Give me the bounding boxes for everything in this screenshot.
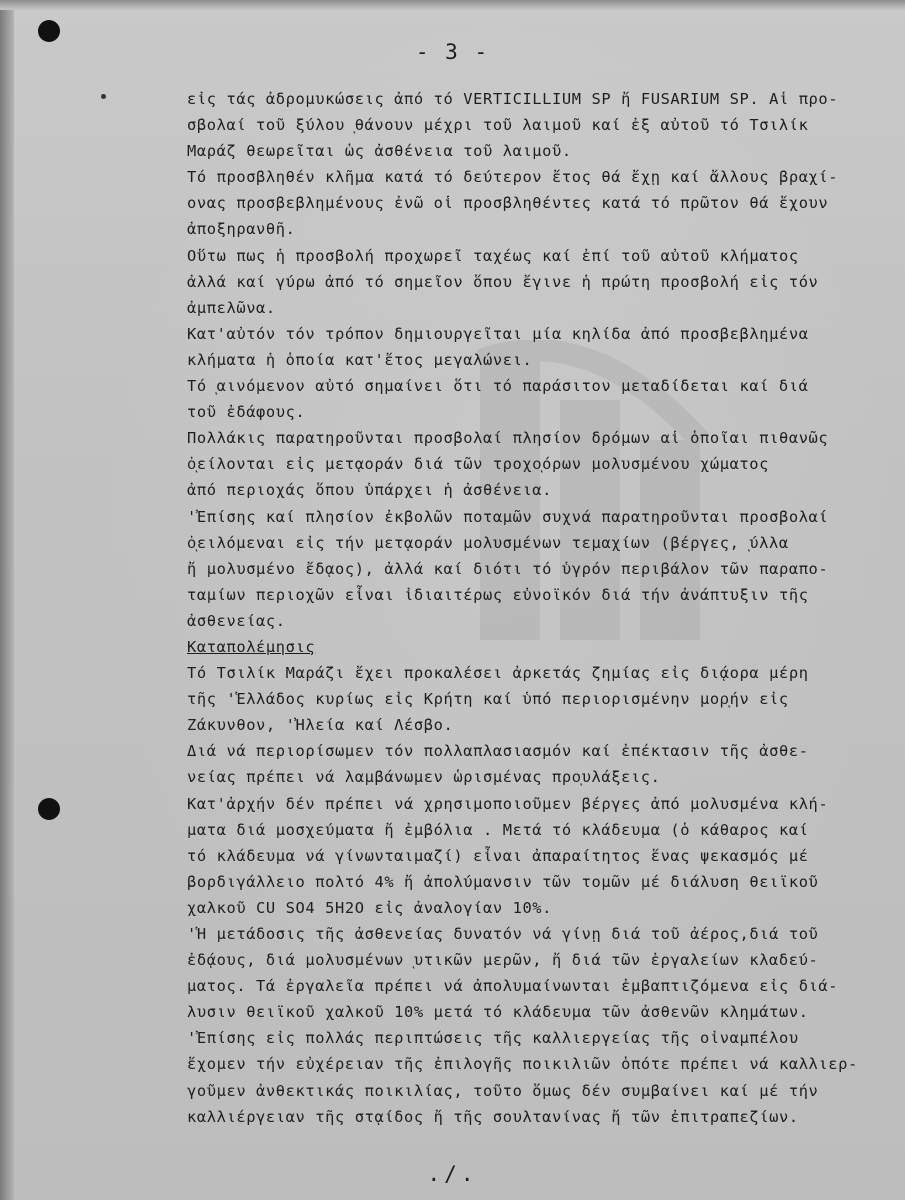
text-line: ἀπό περιοχάς ὅπου ὑπάρχει ἡ ἀσθένεια.	[187, 481, 553, 500]
text-line: σβολαί τοῦ ξύλου ͅθάνουν μέχρι τοῦ λαιμοῦ καί ἐξ αὐτοῦ τό Τσιλίκ	[187, 116, 809, 135]
text-line: ματα διά μοσχεύματα ἤ ἐμβόλια . Μετά τό κλάδευμα (ὁ κάθαρος καί	[187, 820, 809, 839]
text-line: ονας προσβεβλημένους ἐνῶ οἱ προσβληθέντες κατά τό πρῶτον θά ἔχουν	[187, 194, 829, 213]
text-line: 'Ἡ μετάδοσις τῆς ἀσθενείας δυνατόν νά γίνῃ διά τοῦ ἀέρος,διά τοῦ	[187, 925, 819, 943]
text-line: ἔχομεν τήν εὐχέρειαν τῆς ἐπιλογῆς ποικιλιῶν ὁπότε πρέπει νά καλλιερ-	[187, 1055, 858, 1074]
margin-dot	[101, 94, 106, 99]
text-line: βορδιγάλλειο πολτό 4% ἤ ἀπολύμανσιν τῶν τομῶν μέ διάλυση θειϊκοῦ	[187, 872, 819, 891]
text-line: ὀͅείλονται εἰς μετᾳοράν διά τῶν τροχοͅόρων μολυσμένου χώματος	[187, 455, 770, 474]
text-line: Ζάκυνθον, 'Ἠλεία καί Λέσβο.	[187, 716, 454, 735]
text-line: ματος. Τά ἐργαλεῖα πρέπει νά ἀπολυμαίνωνται ἐμβαπτιζόμενα εἰς διά-	[187, 977, 839, 996]
text-line: ἀποξηρανθῆ.	[187, 220, 296, 239]
continuation-mark: ./.	[427, 1162, 478, 1186]
scan-edge-left	[0, 0, 14, 1200]
text-line: χαλκοῦ CU SO4 5H2O εἰς ἀναλογίαν 10%.	[187, 898, 553, 917]
text-line: τό κλάδευμα νά γίνωνταιμαζί) εἶναι ἀπαραίτητος ἕνας ψεκασμός μέ	[187, 846, 809, 865]
text-line: Οὕτω πως ἡ προσβολή προχωρεῖ ταχέως καί ἐπί τοῦ αὐτοῦ κλήματος	[187, 246, 799, 265]
text-line: ὀͅειλόμεναι εἰς τήν μετᾳοράν μολυσμένων τεμαχίων (βέργες, ͅύλλα	[187, 533, 789, 552]
text-line: ἐδᾴους, διά μολυσμένων ͅυτικῶν μερῶν, ἤ διά τῶν ἐργαλείων κλαδεύ-	[187, 951, 819, 970]
text-line: 'Ἐπίσης εἰς πολλάς περιπτώσεις τῆς καλλιεργείας τῆς οἰναμπέλου	[187, 1029, 799, 1048]
text-line: 'Ἐπίσης καί πλησίον ἐκβολῶν ποταμῶν συχνά παρατηροῦνται προσβολαί	[187, 507, 829, 526]
text-line: Κατ'αὐτόν τόν τρόπον δημιουργεῖται μία κηλίδα ἀπό προσβεβλημένα	[187, 324, 809, 343]
page-number: - 3 -	[415, 40, 490, 64]
text-line: καλλιέργειαν τῆς στᾳίδος ἤ τῆς σουλτανίνας ἤ τῶν ἐπιτραπεζίων.	[187, 1107, 799, 1126]
text-line: τῆς 'Ἑλλάδος κυρίως εἰς Κρήτη καί ὑπό περιορισμένην μορͅήν εἰς	[187, 690, 789, 709]
text-line: ἀμπελῶνα.	[187, 298, 276, 317]
text-line: Τό προσβληθέν κλῆμα κατά τό δεύτερον ἔτος θά ἔχῃ καί ἄλλους βραχί-	[187, 168, 839, 187]
text-line: τοῦ ἐδάφους.	[187, 403, 306, 422]
punch-hole-middle	[38, 798, 60, 820]
text-line: εἰς τάς ἀδρομυκώσεις ἀπό τό VERTICILLIUM SP ἤ FUSARIUM SP. Αἱ προ-	[187, 90, 839, 108]
text-line: ἀσθενείας.	[187, 611, 286, 630]
text-line: Διά νά περιορίσωμεν τόν πολλαπλασιασμόν καί ἐπέκτασιν τῆς ἀσθε-	[187, 742, 809, 761]
text-line: ἀλλά καί γύρω ἀπό τό σημεῖον ὅπου ἔγινε ἡ πρώτη προσβολή εἰς τόν	[187, 272, 819, 291]
text-line: ταμίων περιοχῶν εἶναι ἰδιαιτέρως εὐνοϊκόν διά τήν ἀνάπτυξιν τῆς	[187, 585, 809, 604]
text-line: Τό Τσιλίκ Μαράζι ἔχει προκαλέσει ἀρκετάς ζημίας εἰς διᾴορα μέρη	[187, 664, 809, 683]
typed-text-body	[187, 86, 887, 1130]
text-line: νείας πρέπει νά λαμβάνωμεν ὡρισμένας προͅυλάξεις.	[187, 768, 661, 787]
scan-edge-top	[0, 0, 905, 10]
section-heading: Καταπολέμησις	[187, 637, 316, 656]
text-line: κλήματα ἡ ὁποία κατ'ἔτος μεγαλώνει.	[187, 350, 533, 369]
text-line: Τό ͅαινόμενον αὐτό σημαίνει ὅτι τό παράσιτον μεταδίδεται καί διά	[187, 377, 809, 396]
text-line: Κατ'ἀρχήν δέν πρέπει νά χρησιμοποιοῦμεν βέργες ἀπό μολυσμένα κλή-	[187, 794, 829, 813]
text-line: Πολλάκις παρατηροῦνται προσβολαί πλησίον δρόμων αἱ ὁποῖαι πιθανῶς	[187, 429, 829, 448]
text-line: λυσιν θειϊκοῦ χαλκοῦ 10% μετά τό κλάδευμα τῶν ἀσθενῶν κλημάτων.	[187, 1003, 809, 1022]
text-line: ἤ μολυσμένο ἔδᾳος), ἀλλά καί διότι τό ὑγρόν περιβάλον τῶν παραπο-	[187, 559, 829, 578]
text-line: Μαράζ θεωρεῖται ὡς ἀσθένεια τοῦ λαιμοῦ.	[187, 142, 572, 161]
text-line: γοῦμεν ἀνθεκτικάς ποικιλίας, τοῦτο ὅμως δέν συμβαίνει καί μέ τήν	[187, 1081, 819, 1100]
punch-hole-top	[38, 20, 60, 42]
